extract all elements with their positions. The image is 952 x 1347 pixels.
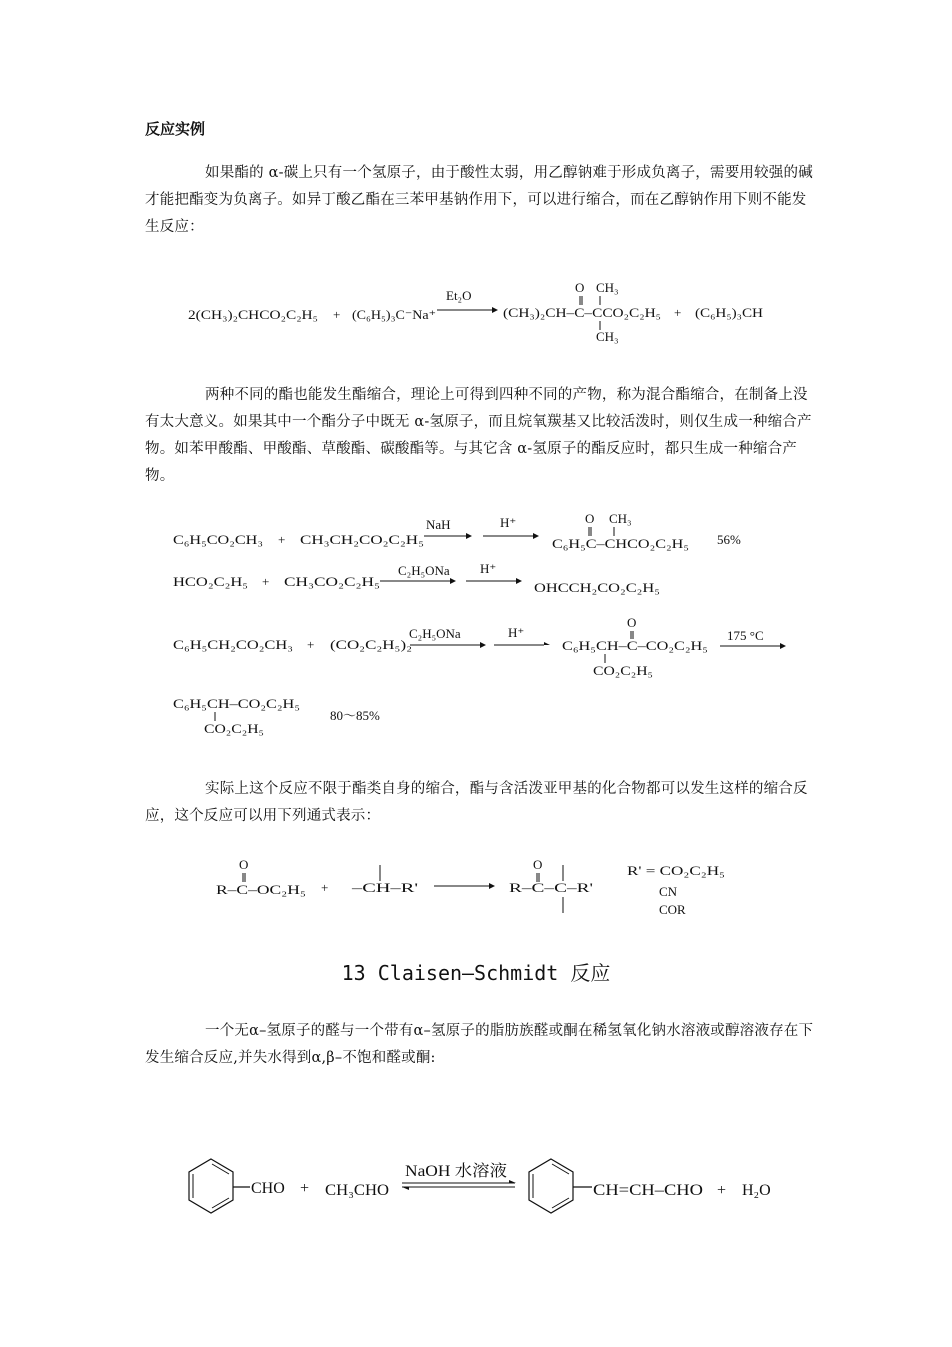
equation-5 — [0, 855, 952, 925]
eq1-product-ch3-bottom: CH₃ — [596, 329, 619, 344]
eq4-cond3: 175 °C — [727, 628, 764, 643]
eq2-cond1: NaH — [426, 517, 451, 532]
paragraph-1: 如果酯的 α-碳上只有一个氢原子，由于酸性太弱，用乙醇钠难于形成负离子，需要用较强的碱才能把酯变为负离子。如异丁酸乙酯在三苯甲基钠作用下，可以进行缩合，而在乙醇钠作用下则不能发生反应： — [145, 165, 813, 235]
eq3-product: OHCCH₂CO₂C₂H₅ — [534, 580, 660, 595]
paragraph-2: 两种不同的酯也能发生酯缩合，理论上可得到四种不同的产物，称为混合酯缩合，在制备上没有太大意义。如果其中一个酯分子中既无 α-氢原子，而且烷氧羰基又比较活泼时，则仅生成一种缩合产物。如苯甲酸酯、甲酸酯、草酸酯、碳酸酯等。与其它含 α-氢原子的酯反应时，都只生成一种缩合产物。 — [145, 387, 812, 484]
eq6-plus-2: + — [717, 1182, 727, 1199]
eq3-arrowhead-2 — [516, 578, 522, 584]
eq1-product2: (C₆H₅)₃CH — [695, 305, 763, 320]
section-title: 13 Claisen—Schmidt 反应 — [341, 961, 611, 985]
eq4-cond2: H⁺ — [508, 625, 525, 640]
eq2-plus: + — [278, 532, 286, 547]
eq1-reactant2: (C₆H₅)₃C⁻Na⁺ — [352, 307, 436, 322]
eq5-reactant1: R–C–OC₂H₅ — [216, 882, 306, 897]
equation-1 — [0, 278, 952, 348]
eq6-arrowhead-forward — [509, 1180, 516, 1183]
eq5-note3: COR — [659, 902, 686, 917]
equation-3 — [0, 558, 952, 598]
eq4-product-sub: CO₂C₂H₅ — [593, 663, 653, 678]
eq4-final-main: C₆H₅CH–CO₂C₂H₅ — [173, 696, 300, 711]
eq6-condition: NaOH 水溶液 — [405, 1163, 499, 1180]
eq4-reactant1: C₆H₅CH₂CO₂CH₃ — [173, 637, 293, 652]
section-heading: 反应实例 — [145, 120, 206, 138]
eq4-arrowhead-2 — [544, 642, 550, 645]
eq5-arrowhead — [489, 883, 495, 889]
benzene-ring-icon — [189, 1159, 233, 1213]
eq6-reactant1: CHO — [251, 1180, 285, 1197]
eq5-reactant1-o: O — [239, 857, 249, 872]
eq4-plus: + — [307, 637, 315, 652]
eq5-product-o: O — [533, 857, 543, 872]
eq2-reactant2: CH₃CH₂CO₂C₂H₅ — [300, 532, 424, 547]
benzene-ring-product-icon — [529, 1159, 573, 1213]
eq1-reactant1: 2(CH₃)₂CHCO₂C₂H₅ — [188, 307, 318, 322]
eq3-arrowhead-1 — [450, 578, 456, 584]
eq4-product: C₆H₅CH–C–CO₂C₂H₅ — [562, 638, 708, 653]
equation-2 — [0, 508, 952, 558]
eq6-arrowhead-reverse — [402, 1187, 409, 1190]
eq4-yield: 80～85% — [330, 708, 380, 723]
eq4-reactant2: (CO₂C₂H₅)₂ — [330, 637, 412, 652]
eq2-product: C₆H₅C–CHCO₂C₂H₅ — [552, 536, 689, 551]
eq4-final-sub: CO₂C₂H₅ — [204, 721, 264, 736]
eq6-plus: + — [300, 1180, 310, 1197]
eq6-water: H₂O — [742, 1182, 771, 1199]
eq2-product-ch3: CH₃ — [609, 511, 632, 526]
eq3-reactant1: HCO₂C₂H₅ — [173, 574, 248, 589]
eq5-note1: R' = CO₂C₂H₅ — [627, 863, 725, 878]
equation-4 — [0, 612, 952, 742]
eq5-note2: CN — [659, 884, 678, 899]
eq4-cond1: C₂H₅ONa — [409, 626, 461, 641]
eq4-product-o: O — [627, 615, 637, 630]
eq5-plus: + — [321, 880, 329, 895]
eq1-product-o: O — [575, 280, 585, 295]
eq6-product: CH=CH–CHO — [593, 1182, 703, 1199]
eq2-arrowhead-2 — [533, 533, 539, 539]
eq1-plus-2: + — [674, 305, 682, 320]
eq5-reactant2: –CH–R' — [350, 880, 418, 895]
eq4-arrowhead-1 — [480, 642, 486, 648]
eq3-reactant2: CH₃CO₂C₂H₅ — [284, 574, 380, 589]
eq2-yield: 56% — [717, 532, 741, 547]
eq2-cond2: H⁺ — [500, 515, 517, 530]
eq3-cond2: H⁺ — [480, 561, 497, 576]
eq6-reactant2: CH₃CHO — [325, 1182, 389, 1199]
paragraph-3: 实际上这个反应不限于酯类自身的缩合，酯与含活泼亚甲基的化合物都可以发生这样的缩合反应，这个反应可以用下列通式表示： — [145, 781, 808, 824]
eq1-product-ch3-top: CH₃ — [596, 280, 619, 295]
eq5-product: R–C–C–R' — [509, 880, 593, 895]
equation-6 — [0, 1150, 952, 1230]
eq1-condition: Et₂O — [446, 288, 472, 303]
eq2-arrowhead-1 — [466, 533, 472, 539]
eq3-cond1: C₂H₅ONa — [398, 563, 450, 578]
eq2-product-o: O — [585, 511, 595, 526]
eq1-plus: + — [333, 307, 341, 322]
paragraph-4: 一个无α–氢原子的醛与一个带有α–氢原子的脂肪族醛或酮在稀氢氧化钠水溶液或醇溶液存在下发生缩合反应,并失水得到α,β–不饱和醛或酮: — [145, 1023, 814, 1066]
eq1-product1: (CH₃)₂CH–C–CCO₂C₂H₅ — [503, 305, 661, 320]
eq4-arrowhead-3 — [780, 643, 786, 649]
eq3-plus: + — [262, 574, 270, 589]
eq2-reactant1: C₆H₅CO₂CH₃ — [173, 532, 263, 547]
eq1-arrowhead — [492, 307, 498, 313]
